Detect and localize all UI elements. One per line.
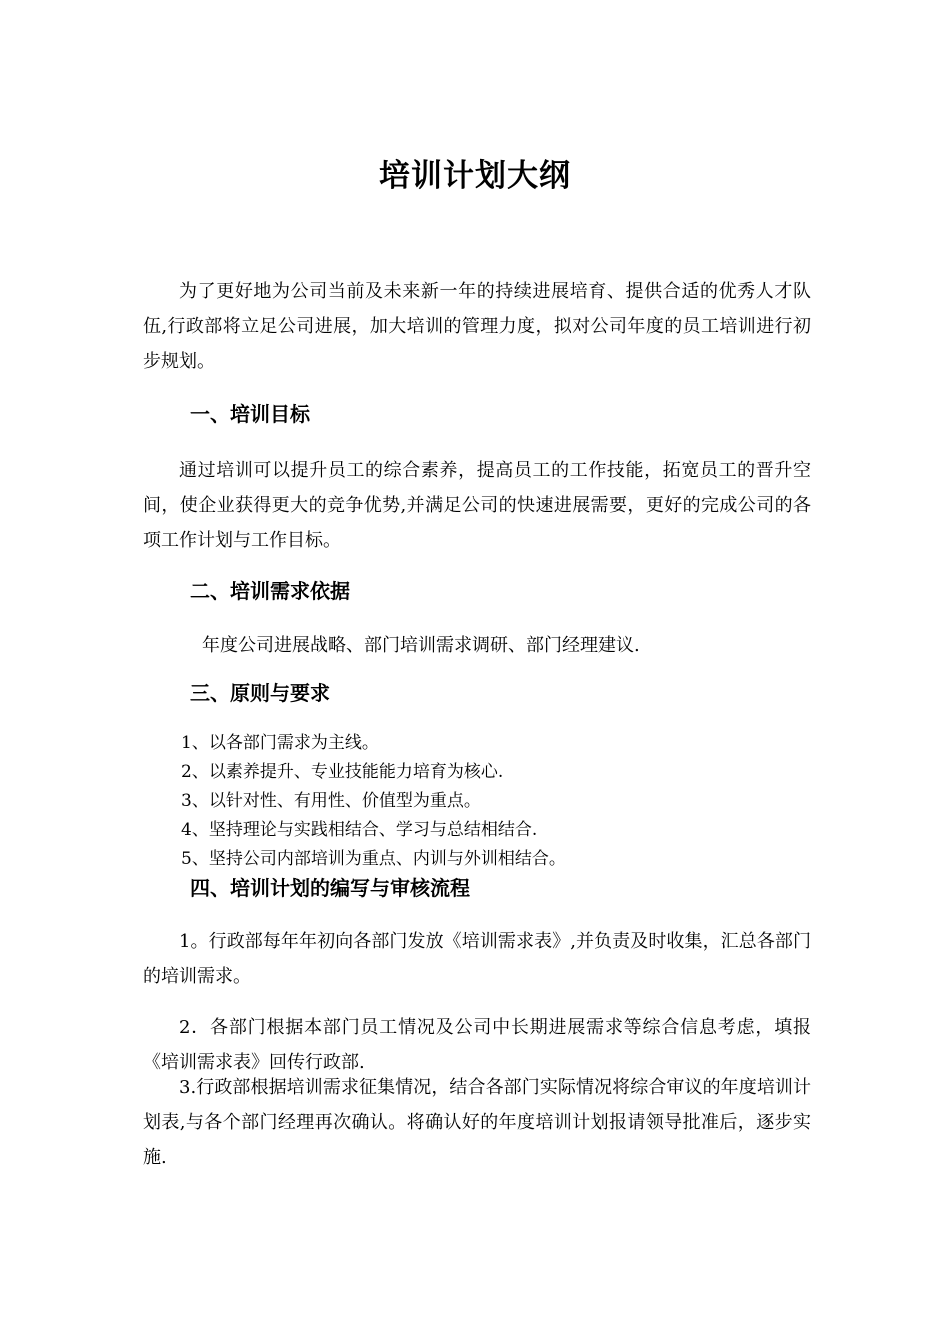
section-heading-process: 四、培训计划的编写与审核流程 [190,876,470,900]
process-paragraph-2: 2．各部门根据本部门员工情况及公司中长期进展需求等综合信息考虑，填报《培训需求表》回传行政部. [143,1017,811,1073]
list-item: 3、以针对性、有用性、价值型为重点。 [181,791,481,811]
section-heading-principles: 三、原则与要求 [190,681,330,705]
list-item: 4、坚持理论与实践相结合、学习与总结相结合. [181,820,538,840]
intro-paragraph: 为了更好地为公司当前及未来新一年的持续进展培育、提供合适的优秀人才队伍,行政部将立足公司进展，加大培训的管理力度，拟对公司年度的员工培训进行初步规划。 [143,281,811,372]
section-body-goals: 通过培训可以提升员工的综合素养，提高员工的工作技能，拓宽员工的晋升空间，使企业获得更大的竞争优势,并满足公司的快速进展需要，更好的完成公司的各项工作计划与工作目标。 [143,460,811,551]
list-item: 5、坚持公司内部培训为重点、内训与外训相结合。 [181,849,566,869]
document-title: 培训计划大纲 [379,158,571,194]
list-item: 1、以各部门需求为主线。 [181,733,379,753]
principles-list [181,729,811,874]
section-heading-basis: 二、培训需求依据 [190,579,350,603]
section-body-basis: 年度公司进展战略、部门培训需求调研、部门经理建议. [202,635,640,656]
section-heading-goals: 一、培训目标 [190,402,310,426]
list-item: 2、以素养提升、专业技能能力培育为核心. [181,762,504,782]
process-paragraph-3: 3.行政部根据培训需求征集情况，结合各部门实际情况将综合审议的年度培训计划表,与各个部门经理再次确认。将确认好的年度培训计划报请领导批准后，逐步实施. [143,1077,811,1168]
process-paragraph-1: 1。行政部每年年初向各部门发放《培训需求表》,并负责及时收集，汇总各部门的培训需求。 [143,931,811,987]
